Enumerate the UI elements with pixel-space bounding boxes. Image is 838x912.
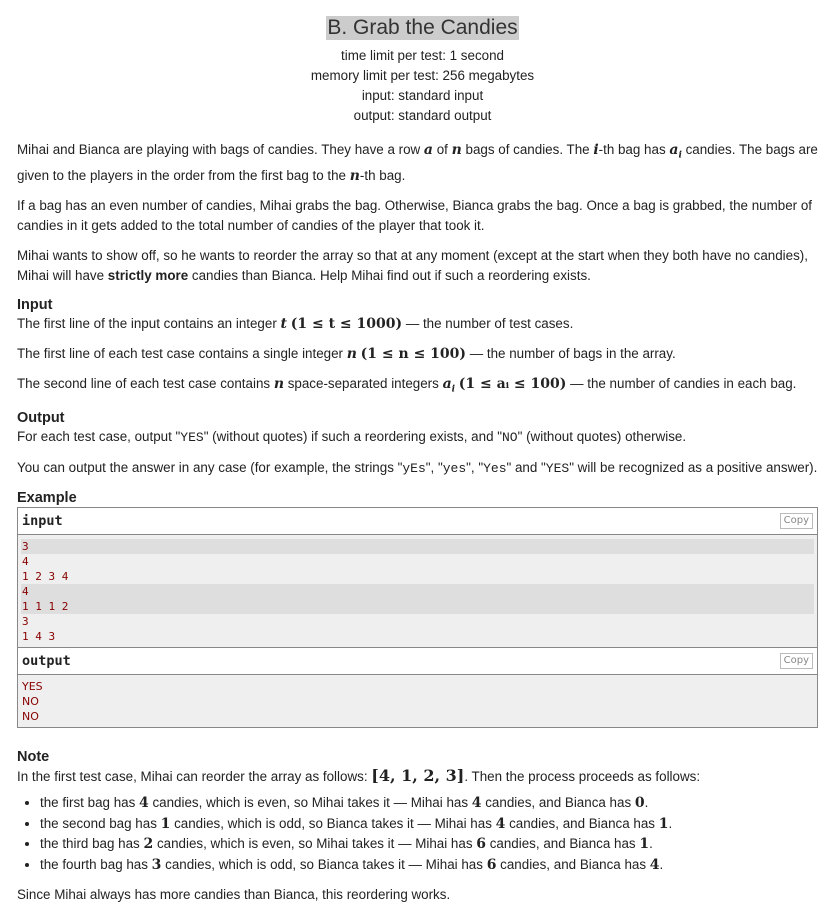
legend-paragraph-1: Mihai and Bianca are playing with bags of candies. They have a row a of n bags of candies. The i-th bag has $a_i$ candies. The bags are given to the players in the order from the first bag to the n-th bag. bbox=[17, 142, 818, 184]
input-spec-line-3: The second line of each test case contains n space-separated integers $a_i$ (1 ≤ aᵢ ≤ 100) — the number of candies in each bag. bbox=[17, 375, 797, 395]
note-step: • the third bag has 2 candies, which is even, so Mihai takes it — Mihai has 6 candies, and Bianca has 1. bbox=[40, 834, 828, 855]
note-conclusion: Since Mihai always has more candies than Bianca, this reordering works. bbox=[17, 887, 451, 903]
sample-input-line: 4 bbox=[22, 555, 29, 569]
output-spec-line-1: For each test case, output "YES" (without quotes) if such a reordering exists, and "NO" (without quotes) otherwise. bbox=[17, 429, 687, 446]
sample-output-line: YES bbox=[22, 680, 43, 694]
note-intro: In the first test case, Mihai can reorder the array as follows: [4, 1, 2, 3]. Then the process proceeds as follows: bbox=[17, 766, 701, 786]
input-file: input: standard input bbox=[361, 88, 484, 103]
sample-input-line: 4 bbox=[21, 584, 814, 599]
note-step: • the second bag has 1 candies, which is odd, so Bianca takes it — Mihai has 4 candies, and Bianca has 1. bbox=[40, 814, 828, 835]
legend-paragraph-2: If a bag has an even number of candies, Mihai grabs the bag. Otherwise, Bianca grabs the bag. Once a bag is grabbed, the number of candies in it gets added to the total number of candies of the player that took it. bbox=[17, 197, 813, 233]
copy-output-button[interactable]: Copy bbox=[780, 653, 813, 669]
input-spec-line-1: The first line of the input contains an integer t (1 ≤ t ≤ 1000) — the number of test cases. bbox=[17, 315, 574, 332]
sample-input-line: 1 2 3 4 bbox=[22, 570, 69, 584]
note-section-title: Note bbox=[17, 749, 50, 766]
sample-output-line: NO bbox=[22, 710, 39, 724]
note-steps-list bbox=[17, 793, 828, 875]
output-section-title: Output bbox=[17, 410, 65, 427]
sample-input-label: input bbox=[22, 513, 63, 530]
input-section-title: Input bbox=[17, 296, 53, 313]
output-spec-line-2: You can output the answer in any case (for example, the strings "yEs", "yes", "Yes" and "YES" will be recognized as a positive answer). bbox=[17, 460, 818, 477]
sample-input-line: 3 bbox=[22, 615, 29, 629]
problem-header bbox=[17, 0, 828, 126]
legend-paragraph-3: Mihai wants to show off, so he wants to reorder the array so that at any moment (except at the start when they both have no candies), Mihai will have strictly more candies than Bianca. Help Mihai find out if such a reordering exists. bbox=[17, 247, 808, 283]
memory-limit: memory limit per test: 256 megabytes bbox=[310, 68, 535, 83]
sample-input-line: 1 1 1 2 bbox=[21, 599, 814, 614]
sample-output-label: output bbox=[22, 653, 71, 670]
input-spec-line-2: The first line of each test case contains a single integer n (1 ≤ n ≤ 100) — the number of bags in the array. bbox=[17, 345, 676, 362]
sample-output-content[interactable] bbox=[18, 675, 817, 727]
sample-input-header bbox=[18, 508, 817, 535]
note-step: • the first bag has 4 candies, which is even, so Mihai takes it — Mihai has 4 candies, and Bianca has 0. bbox=[40, 793, 828, 814]
output-file: output: standard output bbox=[353, 108, 492, 123]
problem-title: B. Grab the Candies bbox=[327, 16, 518, 39]
sample-output-header bbox=[18, 647, 817, 675]
sample-test bbox=[17, 507, 818, 728]
note-step: • the fourth bag has 3 candies, which is odd, so Bianca takes it — Mihai has 6 candies, and Bianca has 4. bbox=[40, 855, 828, 876]
sample-input-content[interactable] bbox=[18, 535, 817, 647]
sample-input-line: 3 bbox=[21, 539, 814, 554]
sample-output-line: NO bbox=[22, 695, 39, 709]
sample-input-line: 1 4 3 bbox=[22, 630, 56, 644]
copy-input-button[interactable]: Copy bbox=[780, 513, 813, 529]
time-limit: time limit per test: 1 second bbox=[341, 48, 504, 63]
example-section-title: Example bbox=[17, 490, 77, 507]
